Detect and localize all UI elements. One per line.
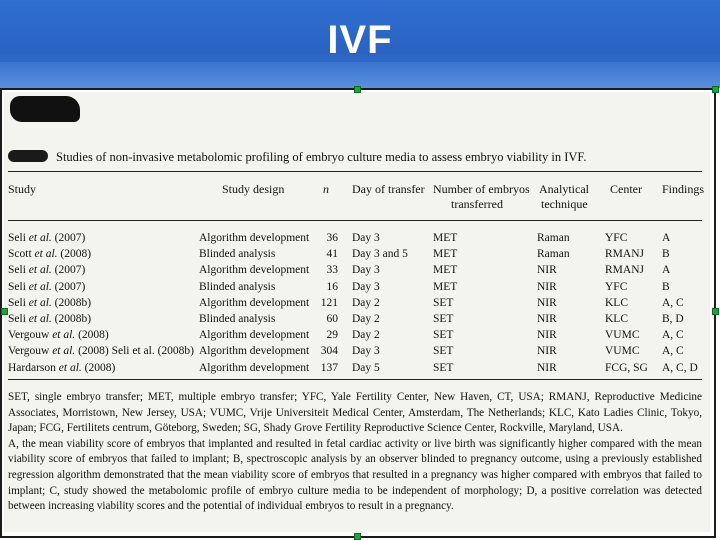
cell-technique: NIR	[537, 296, 557, 309]
cell-findings: B	[662, 280, 670, 293]
cell-n: 33	[326, 264, 338, 277]
redaction-mark	[8, 150, 48, 162]
cell-design: Algorithm development	[199, 329, 310, 342]
slide-title-bar	[0, 0, 720, 88]
cell-technique: NIR	[537, 345, 557, 358]
header-embryos-line2: transferred	[451, 197, 503, 211]
cell-design: Blinded analysis	[199, 248, 276, 261]
table-image	[4, 92, 710, 532]
table-bottom-rule	[8, 379, 702, 380]
study-year: (2008)	[60, 248, 92, 261]
header-design: Study design	[222, 182, 285, 196]
cell-design: Algorithm development	[199, 264, 310, 277]
table-caption	[56, 150, 587, 165]
cell-design: Algorithm development	[199, 296, 310, 309]
study-author: Seli	[8, 232, 26, 244]
resize-handle[interactable]	[712, 86, 719, 93]
study-year: (2007)	[54, 232, 86, 244]
resize-handle[interactable]	[354, 533, 361, 540]
cell-embryos: SET	[433, 361, 454, 374]
cell-findings: A, C	[662, 296, 684, 309]
cell-day: Day 5	[352, 361, 380, 374]
cell-center: RMANJ	[605, 264, 644, 277]
study-author: Vergouw	[8, 345, 50, 358]
study-author: Hardarson	[8, 361, 56, 374]
header-embryos	[433, 182, 530, 212]
study-etal: et al.	[58, 361, 82, 374]
study-etal: et al.	[52, 345, 76, 358]
header-embryos-line1: Number of embryos	[433, 182, 530, 196]
cell-study	[8, 345, 194, 357]
cell-study	[8, 248, 91, 260]
study-author: Seli	[8, 296, 26, 309]
cell-study	[8, 281, 85, 293]
cell-design: Algorithm development	[199, 232, 310, 244]
cell-n: 60	[326, 313, 338, 325]
cell-center: VUMC	[605, 329, 640, 342]
study-author: Vergouw	[8, 329, 50, 342]
table-header-rule	[8, 220, 702, 221]
cell-design: Blinded analysis	[199, 280, 276, 293]
cell-n: 16	[326, 280, 338, 293]
cell-embryos: MET	[433, 280, 458, 293]
cell-findings: A	[662, 264, 671, 277]
cell-study	[8, 362, 115, 374]
cell-findings: A	[662, 232, 671, 244]
cell-day: Day 2	[352, 329, 380, 342]
study-year: (2008b)	[54, 296, 92, 309]
cell-center: YFC	[605, 232, 628, 244]
table-footnotes	[8, 390, 702, 515]
cell-study	[8, 297, 91, 309]
cell-center: FCG, SG	[605, 361, 648, 374]
cell-center: YFC	[605, 280, 628, 293]
redaction-mark	[10, 96, 80, 122]
study-year: (2008)	[84, 361, 116, 374]
cell-embryos: MET	[433, 264, 458, 277]
cell-day: Day 3	[352, 232, 380, 244]
study-etal: et al.	[28, 313, 52, 325]
cell-technique: NIR	[537, 264, 557, 277]
cell-n: 41	[326, 248, 338, 261]
study-author: Scott	[8, 248, 32, 261]
cell-embryos: MET	[433, 248, 458, 261]
cell-design: Algorithm development	[199, 345, 310, 358]
cell-day: Day 2	[352, 313, 380, 325]
cell-n: 137	[320, 361, 338, 374]
cell-n: 121	[320, 296, 338, 309]
resize-handle[interactable]	[354, 86, 361, 93]
study-year: (2007)	[54, 280, 86, 293]
cell-n: 29	[326, 329, 338, 342]
cell-embryos: SET	[433, 313, 454, 325]
cell-design: Algorithm development	[199, 361, 310, 374]
cell-findings: A, C	[662, 345, 684, 358]
cell-technique: Raman	[537, 248, 570, 261]
cell-embryos: SET	[433, 296, 454, 309]
cell-day: Day 3	[352, 264, 380, 277]
footnote-findings: A, the mean viability score of embryos that implanted and resulted in fetal cardiac activity or live birth was significantly higher compared with the mean viability score of embryos that failed to implant; B, spectroscopic analysis by an observer blinded to pregnancy outcome, using a previously established regression algorithm demonstrated that the mean viability score of embryos that resulted in a pregnancy was higher compared with embryos that failed to implant; C, study showed the metabolomic profile of embryo culture media to be independent of morphology; D, a positive correlation was detected between increasing viability scores and the potential of individual embryos to result in a pregnancy.	[8, 437, 702, 513]
study-etal: et al.	[28, 280, 52, 293]
study-etal: et al.	[28, 296, 52, 309]
study-etal: et al.	[28, 232, 52, 244]
study-etal: et al.	[34, 248, 58, 261]
cell-technique: NIR	[537, 329, 557, 342]
study-author: Seli	[8, 280, 26, 293]
table-caption-text: Studies of non-invasive metabolomic profiling of embryo culture media to assess embryo viability in IVF.	[56, 150, 587, 164]
cell-center: VUMC	[605, 345, 640, 358]
cell-findings: A, C, D	[662, 361, 698, 374]
study-year: (2007)	[54, 264, 86, 277]
title-bar-stripe	[0, 62, 720, 88]
cell-center: KLC	[605, 313, 628, 325]
cell-findings: A, C	[662, 329, 684, 342]
slide-title: IVF	[327, 18, 393, 62]
cell-n: 36	[326, 232, 338, 244]
cell-technique: NIR	[537, 313, 557, 325]
header-day: Day of transfer	[352, 182, 425, 196]
cell-technique: NIR	[537, 361, 557, 374]
header-technique-line2: technique	[541, 197, 588, 211]
cell-n: 304	[320, 345, 338, 358]
study-etal: et al.	[28, 264, 52, 277]
cell-findings: B, D	[662, 313, 684, 325]
resize-handle[interactable]	[712, 308, 719, 315]
resize-handle[interactable]	[1, 308, 8, 315]
cell-technique: Raman	[537, 232, 570, 244]
footnote-abbreviations: SET, single embryo transfer; MET, multiple embryo transfer; YFC, Yale Fertility Center, New Haven, CT, USA; RMANJ, Reproductive Medicine Associates, Morristown, New Jersey, USA; VUMC, Vrije Universiteit Medical Center, Amsterdam, The Netherlands; KLC, Kato Ladies Clinic, Tokyo, Japan; FCG, Fertilitets centrum, Göteborg, Sweden; SG, Shady Grove Fertility Reproductive Science Center, Rockville, Maryland, USA.	[8, 391, 702, 435]
cell-day: Day 2	[352, 296, 380, 309]
study-author: Seli	[8, 313, 26, 325]
header-technique	[539, 182, 589, 212]
cell-embryos: SET	[433, 329, 454, 342]
cell-day: Day 3 and 5	[352, 248, 408, 261]
cell-study	[8, 329, 109, 341]
study-year: (2008) Seli et al. (2008b)	[78, 345, 194, 358]
header-study: Study	[8, 182, 37, 196]
study-author: Seli	[8, 264, 26, 277]
cell-study	[8, 313, 91, 325]
cell-center: RMANJ	[605, 248, 644, 261]
table-top-rule	[8, 171, 702, 172]
cell-embryos: SET	[433, 345, 454, 358]
study-year: (2008b)	[54, 313, 92, 325]
header-n: n	[323, 182, 329, 196]
study-etal: et al.	[52, 329, 76, 342]
cell-findings: B	[662, 248, 670, 261]
cell-day: Day 3	[352, 280, 380, 293]
cell-embryos: MET	[433, 232, 458, 244]
header-center: Center	[610, 182, 642, 196]
cell-center: KLC	[605, 296, 628, 309]
study-year: (2008)	[78, 329, 109, 342]
header-findings: Findings	[662, 182, 705, 196]
cell-day: Day 3	[352, 345, 380, 358]
cell-study	[8, 264, 85, 276]
cell-study	[8, 232, 85, 244]
header-technique-line1: Analytical	[539, 182, 589, 196]
cell-design: Blinded analysis	[199, 313, 276, 325]
cell-technique: NIR	[537, 280, 557, 293]
